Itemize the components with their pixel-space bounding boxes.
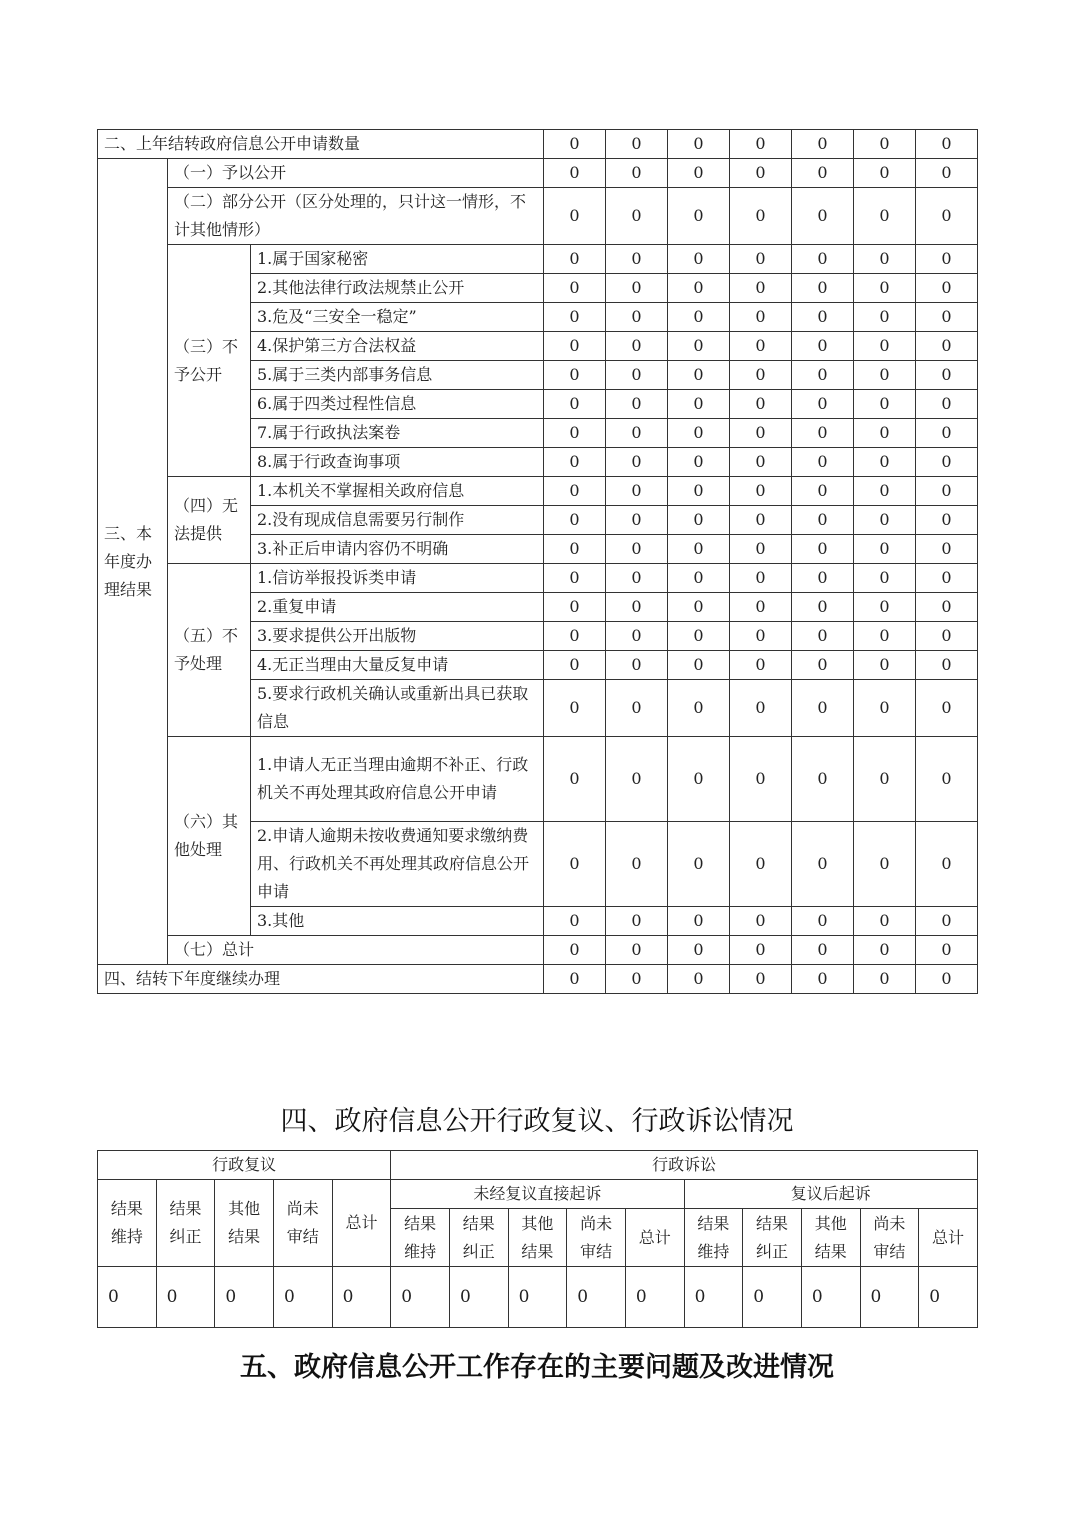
- direct-suit-column-header: 结果维持: [391, 1209, 450, 1267]
- value-cell: 0: [792, 448, 854, 477]
- value-cell: 0: [449, 1267, 508, 1328]
- value-cell: 0: [606, 651, 668, 680]
- value-cell: 0: [792, 936, 854, 965]
- value-cell: 0: [668, 564, 730, 593]
- value-cell: 0: [606, 245, 668, 274]
- value-cell: 0: [730, 245, 792, 274]
- value-cell: 0: [792, 593, 854, 622]
- value-cell: 0: [668, 680, 730, 737]
- value-cell: 0: [668, 822, 730, 907]
- value-cell: 0: [792, 622, 854, 651]
- value-cell: 0: [668, 907, 730, 936]
- value-cell: 0: [854, 622, 916, 651]
- value-cell: 0: [854, 477, 916, 506]
- value-cell: 0: [544, 361, 606, 390]
- value-cell: 0: [606, 361, 668, 390]
- value-cell: 0: [668, 477, 730, 506]
- group-label: （六）其他处理: [168, 737, 251, 936]
- carryover-label: 二、上年结转政府信息公开申请数量: [98, 130, 544, 159]
- value-cell: 0: [854, 188, 916, 245]
- value-cell: 0: [332, 1267, 391, 1328]
- result-row: [98, 477, 978, 506]
- value-cell: 0: [730, 651, 792, 680]
- value-cell: 0: [854, 390, 916, 419]
- value-cell: 0: [916, 159, 978, 188]
- value-cell: 0: [730, 419, 792, 448]
- carryover-row: [98, 130, 978, 159]
- value-cell: 0: [792, 506, 854, 535]
- review-header: 行政复议: [98, 1151, 391, 1180]
- value-cell: 0: [730, 535, 792, 564]
- value-cell: 0: [730, 936, 792, 965]
- item-label: 1.信访举报投诉类申请: [251, 564, 544, 593]
- item-label: 3.补正后申请内容仍不明确: [251, 535, 544, 564]
- value-cell: 0: [860, 1267, 919, 1328]
- value-cell: 0: [730, 390, 792, 419]
- value-cell: 0: [668, 737, 730, 822]
- item-label: 3.要求提供公开出版物: [251, 622, 544, 651]
- item-label: 8.属于行政查询事项: [251, 448, 544, 477]
- forward-row: [98, 965, 978, 994]
- review-column-header: 结果纠正: [156, 1180, 215, 1267]
- value-cell: 0: [801, 1267, 860, 1328]
- value-cell: 0: [668, 651, 730, 680]
- item-label: 1.属于国家秘密: [251, 245, 544, 274]
- category-label: （二）部分公开（区分处理的，只计这一情形，不计其他情形）: [168, 188, 544, 245]
- value-cell: 0: [544, 419, 606, 448]
- value-cell: 0: [544, 159, 606, 188]
- value-cell: 0: [544, 274, 606, 303]
- value-cell: 0: [606, 159, 668, 188]
- value-cell: 0: [916, 680, 978, 737]
- value-cell: 0: [792, 477, 854, 506]
- section-three-label: 三、本年度办理结果: [98, 159, 168, 965]
- item-label: 1.本机关不掌握相关政府信息: [251, 477, 544, 506]
- value-cell: 0: [854, 448, 916, 477]
- value-cell: 0: [792, 419, 854, 448]
- value-cell: 0: [606, 535, 668, 564]
- value-cell: 0: [792, 245, 854, 274]
- value-cell: 0: [792, 303, 854, 332]
- value-cell: 0: [215, 1267, 274, 1328]
- value-cell: 0: [606, 680, 668, 737]
- value-cell: 0: [606, 303, 668, 332]
- value-cell: 0: [544, 477, 606, 506]
- value-cell: 0: [668, 390, 730, 419]
- value-cell: 0: [730, 622, 792, 651]
- value-cell: 0: [792, 737, 854, 822]
- value-cell: 0: [730, 361, 792, 390]
- value-cell: 0: [730, 564, 792, 593]
- value-cell: 0: [792, 680, 854, 737]
- value-cell: 0: [668, 419, 730, 448]
- result-row: [98, 188, 978, 245]
- section-four-title: 四、政府信息公开行政复议、行政诉讼情况: [280, 1106, 794, 1137]
- value-cell: 0: [916, 651, 978, 680]
- value-cell: 0: [854, 822, 916, 907]
- result-row: [98, 737, 978, 822]
- review-column-header: 总计: [332, 1180, 391, 1267]
- value-cell: 0: [730, 965, 792, 994]
- value-cell: 0: [854, 651, 916, 680]
- value-cell: 0: [606, 822, 668, 907]
- result-row: [98, 159, 978, 188]
- value-cell: 0: [668, 245, 730, 274]
- value-cell: 0: [854, 274, 916, 303]
- value-cell: 0: [668, 361, 730, 390]
- value-cell: 0: [916, 361, 978, 390]
- value-cell: 0: [544, 303, 606, 332]
- value-cell: 0: [668, 535, 730, 564]
- value-cell: 0: [98, 1267, 157, 1328]
- value-cell: 0: [792, 390, 854, 419]
- group-label: （三）不予公开: [168, 245, 251, 477]
- category-label: （一）予以公开: [168, 159, 544, 188]
- value-cell: 0: [854, 332, 916, 361]
- value-cell: 0: [606, 506, 668, 535]
- post-review-column-header: 结果维持: [684, 1209, 743, 1267]
- value-cell: 0: [625, 1267, 684, 1328]
- value-cell: 0: [606, 390, 668, 419]
- section-five-title: 五、政府信息公开工作存在的主要问题及改进情况: [240, 1352, 834, 1383]
- value-cell: 0: [916, 564, 978, 593]
- value-cell: 0: [730, 737, 792, 822]
- value-cell: 0: [792, 651, 854, 680]
- post-review-column-header: 结果纠正: [743, 1209, 802, 1267]
- value-cell: 0: [508, 1267, 567, 1328]
- value-cell: 0: [730, 907, 792, 936]
- item-label: 3.危及“三安全一稳定”: [251, 303, 544, 332]
- review-column-header: 结果维持: [98, 1180, 157, 1267]
- value-cell: 0: [792, 965, 854, 994]
- group-label: （四）无法提供: [168, 477, 251, 564]
- value-cell: 0: [916, 907, 978, 936]
- value-cell: 0: [156, 1267, 215, 1328]
- value-cell: 0: [916, 390, 978, 419]
- value-cell: 0: [854, 130, 916, 159]
- value-cell: 0: [854, 303, 916, 332]
- value-cell: 0: [606, 622, 668, 651]
- value-cell: 0: [544, 564, 606, 593]
- header-row-2: [98, 1180, 978, 1209]
- value-cell: 0: [544, 535, 606, 564]
- value-cell: 0: [916, 274, 978, 303]
- value-cell: 0: [916, 245, 978, 274]
- item-label: 7.属于行政执法案卷: [251, 419, 544, 448]
- value-cell: 0: [916, 593, 978, 622]
- value-cell: 0: [567, 1267, 626, 1328]
- value-cell: 0: [606, 274, 668, 303]
- value-cell: 0: [544, 737, 606, 822]
- value-cell: 0: [916, 622, 978, 651]
- value-cell: 0: [854, 737, 916, 822]
- value-cell: 0: [668, 506, 730, 535]
- value-cell: 0: [544, 332, 606, 361]
- value-cell: 0: [544, 245, 606, 274]
- value-cell: 0: [668, 593, 730, 622]
- direct-suit-header: 未经复议直接起诉: [391, 1180, 684, 1209]
- item-label: 2.重复申请: [251, 593, 544, 622]
- value-cell: 0: [854, 965, 916, 994]
- value-cell: 0: [730, 332, 792, 361]
- value-cell: 0: [273, 1267, 332, 1328]
- value-cell: 0: [606, 936, 668, 965]
- value-cell: 0: [916, 130, 978, 159]
- value-cell: 0: [544, 448, 606, 477]
- value-cell: 0: [606, 332, 668, 361]
- value-cell: 0: [854, 593, 916, 622]
- value-cell: 0: [544, 188, 606, 245]
- value-cell: 0: [919, 1267, 978, 1328]
- review-litigation-table: [97, 1150, 978, 1328]
- value-cell: 0: [854, 680, 916, 737]
- item-label: 4.无正当理由大量反复申请: [251, 651, 544, 680]
- direct-suit-column-header: 结果纠正: [449, 1209, 508, 1267]
- value-cell: 0: [684, 1267, 743, 1328]
- value-cell: 0: [792, 130, 854, 159]
- value-cell: 0: [792, 535, 854, 564]
- value-cell: 0: [544, 936, 606, 965]
- item-label: 2.申请人逾期未按收费通知要求缴纳费用、行政机关不再处理其政府信息公开申请: [251, 822, 544, 907]
- value-cell: 0: [854, 907, 916, 936]
- value-cell: 0: [668, 303, 730, 332]
- value-cell: 0: [743, 1267, 802, 1328]
- value-cell: 0: [792, 274, 854, 303]
- value-cell: 0: [792, 332, 854, 361]
- post-review-column-header: 其他结果: [801, 1209, 860, 1267]
- value-cell: 0: [606, 965, 668, 994]
- value-cell: 0: [730, 680, 792, 737]
- value-cell: 0: [916, 332, 978, 361]
- result-row: [98, 564, 978, 593]
- value-cell: 0: [606, 130, 668, 159]
- value-cell: 0: [792, 822, 854, 907]
- value-cell: 0: [544, 622, 606, 651]
- value-cell: 0: [730, 188, 792, 245]
- value-cell: 0: [668, 936, 730, 965]
- value-cell: 0: [916, 303, 978, 332]
- value-cell: 0: [854, 506, 916, 535]
- item-label: 3.其他: [251, 907, 544, 936]
- value-cell: 0: [854, 361, 916, 390]
- group-label: （五）不予处理: [168, 564, 251, 737]
- post-review-column-header: 总计: [919, 1209, 978, 1267]
- value-cell: 0: [391, 1267, 450, 1328]
- value-cell: 0: [730, 130, 792, 159]
- value-cell: 0: [730, 593, 792, 622]
- value-cell: 0: [606, 477, 668, 506]
- value-cell: 0: [854, 936, 916, 965]
- value-cell: 0: [792, 159, 854, 188]
- value-cell: 0: [544, 965, 606, 994]
- value-cell: 0: [792, 361, 854, 390]
- value-cell: 0: [730, 159, 792, 188]
- category-label: （七）总计: [168, 936, 544, 965]
- value-cell: 0: [544, 651, 606, 680]
- value-cell: 0: [606, 188, 668, 245]
- result-row: [98, 936, 978, 965]
- value-cell: 0: [916, 419, 978, 448]
- item-label: 2.没有现成信息需要另行制作: [251, 506, 544, 535]
- item-label: 4.保护第三方合法权益: [251, 332, 544, 361]
- value-cell: 0: [730, 822, 792, 907]
- value-cell: 0: [668, 965, 730, 994]
- value-cell: 0: [544, 822, 606, 907]
- value-cell: 0: [792, 907, 854, 936]
- value-cell: 0: [730, 448, 792, 477]
- value-cell: 0: [544, 130, 606, 159]
- value-cell: 0: [544, 680, 606, 737]
- value-cell: 0: [792, 564, 854, 593]
- value-cell: 0: [544, 593, 606, 622]
- value-cell: 0: [916, 477, 978, 506]
- value-cell: 0: [668, 159, 730, 188]
- result-row: [98, 245, 978, 274]
- post-review-header: 复议后起诉: [684, 1180, 977, 1209]
- value-cell: 0: [854, 419, 916, 448]
- value-cell: 0: [730, 303, 792, 332]
- value-cell: 0: [668, 448, 730, 477]
- results-table: [97, 129, 978, 994]
- value-cell: 0: [544, 506, 606, 535]
- value-cell: 0: [916, 936, 978, 965]
- item-label: 6.属于四类过程性信息: [251, 390, 544, 419]
- value-cell: 0: [916, 822, 978, 907]
- value-cell: 0: [544, 907, 606, 936]
- item-label: 5.属于三类内部事务信息: [251, 361, 544, 390]
- value-cell: 0: [916, 965, 978, 994]
- value-cell: 0: [916, 448, 978, 477]
- value-cell: 0: [668, 130, 730, 159]
- value-cell: 0: [544, 390, 606, 419]
- value-row: [98, 1267, 978, 1328]
- value-cell: 0: [916, 737, 978, 822]
- post-review-column-header: 尚未审结: [860, 1209, 919, 1267]
- value-cell: 0: [730, 477, 792, 506]
- value-cell: 0: [606, 564, 668, 593]
- value-cell: 0: [854, 564, 916, 593]
- value-cell: 0: [606, 907, 668, 936]
- value-cell: 0: [668, 188, 730, 245]
- value-cell: 0: [854, 535, 916, 564]
- header-row-1: [98, 1151, 978, 1180]
- value-cell: 0: [792, 188, 854, 245]
- value-cell: 0: [916, 535, 978, 564]
- value-cell: 0: [854, 159, 916, 188]
- value-cell: 0: [730, 274, 792, 303]
- value-cell: 0: [854, 245, 916, 274]
- value-cell: 0: [606, 737, 668, 822]
- direct-suit-column-header: 其他结果: [508, 1209, 567, 1267]
- value-cell: 0: [916, 188, 978, 245]
- review-column-header: 尚未审结: [273, 1180, 332, 1267]
- value-cell: 0: [606, 593, 668, 622]
- value-cell: 0: [606, 419, 668, 448]
- value-cell: 0: [668, 622, 730, 651]
- value-cell: 0: [916, 506, 978, 535]
- forward-label: 四、结转下年度继续办理: [98, 965, 544, 994]
- direct-suit-column-header: 尚未审结: [567, 1209, 626, 1267]
- value-cell: 0: [668, 274, 730, 303]
- litigation-header: 行政诉讼: [391, 1151, 978, 1180]
- direct-suit-column-header: 总计: [625, 1209, 684, 1267]
- review-column-header: 其他结果: [215, 1180, 274, 1267]
- value-cell: 0: [668, 332, 730, 361]
- value-cell: 0: [730, 506, 792, 535]
- item-label: 5.要求行政机关确认或重新出具已获取信息: [251, 680, 544, 737]
- item-label: 1.申请人无正当理由逾期不补正、行政机关不再处理其政府信息公开申请: [251, 737, 544, 822]
- value-cell: 0: [606, 448, 668, 477]
- item-label: 2.其他法律行政法规禁止公开: [251, 274, 544, 303]
